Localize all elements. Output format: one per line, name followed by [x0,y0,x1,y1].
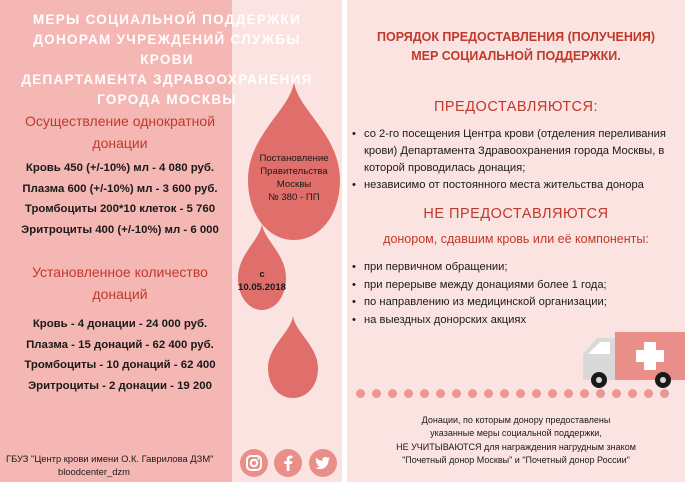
heading-line: донаций [92,286,148,302]
list-item: • на выездных донорских акциях [352,312,682,330]
instagram-icon[interactable] [240,449,268,477]
divider-dot [596,389,605,398]
provided-heading: ПРЕДОСТАВЛЯЮТСЯ: [433,99,599,115]
divider-dot [548,389,557,398]
organization-name: ГБУЗ "Центр крови имени О.К. Гаврилова ДЗМ" [6,453,214,464]
not-provided-list [352,259,682,329]
footnote-line: "Почетный донор Москвы" и "Почетный донор России" [402,454,630,465]
provided-list [352,126,682,194]
twitter-icon[interactable] [309,449,337,477]
effective-date [226,268,298,294]
left-title-line: ДОНОРАМ УЧРЕЖДЕНИЙ СЛУЖБЫ КРОВИ [33,32,301,67]
account-handle: bloodcenter_dzm [58,466,130,477]
rate-line: Тромбоциты 200*10 клеток - 5 760 [24,203,216,215]
footnote [352,414,680,467]
date-line: 10.05.2018 [237,282,286,293]
decree-text [248,152,340,204]
left-title-line: ДЕПАРТАМЕНТА ЗДРАВООХРАНЕНИЯ [21,72,313,87]
rate-line: Плазма - 15 донаций - 62 400 руб. [26,338,214,351]
divider-dot [436,389,445,398]
rate-line: Эритроциты - 2 донации - 19 200 [28,379,212,392]
divider-dot [660,389,669,398]
ambulance-icon [575,328,685,390]
list-item: • при перерыве между донациями более 1 года; [352,277,682,295]
divider-dot [500,389,509,398]
divider-dot [372,389,381,398]
divider-dot [580,389,589,398]
left-title-line: ГОРОДА МОСКВЫ [97,92,237,107]
divider-dot [612,389,621,398]
rate-line: Кровь 450 (+/-10%) мл - 4 080 руб. [25,162,215,174]
footnote-line: НЕ УЧИТЫВАЮТСЯ для награждения нагрудным знаком [396,441,636,452]
footnote-line: указанные меры социальной поддержки, [430,428,602,439]
divider-dot [564,389,573,398]
rate-line: Плазма 600 (+/-10%) мл - 3 600 руб. [22,182,218,195]
right-title [350,28,682,66]
divider-dot [356,389,365,398]
dotted-divider [356,389,676,399]
footnote-line: Донации, по которым донору предоставлены [421,415,611,425]
right-title-line: МЕР СОЦИАЛЬНОЙ ПОДДЕРЖКИ. [411,49,621,63]
list-item: • со 2-го посещения Центра крови (отделения переливания крови) Департамента Здравоохранения города Москвы, в которой проводилась донация; [352,126,682,177]
divider-dot [388,389,397,398]
left-title-line: МЕРЫ СОЦИАЛЬНОЙ ПОДДЕРЖКИ [32,12,302,27]
divider-dot [452,389,461,398]
divider-dot [404,389,413,398]
list-item: • независимо от постоянного места жительства донора [352,177,682,194]
organization-footer [6,452,213,478]
divider-dot [628,389,637,398]
not-provided-subheading: донором, сдавшим кровь или её компоненты: [383,232,649,246]
list-item: • при первичном обращении; [352,259,682,277]
divider-dot [644,389,653,398]
decree-line: Москвы [276,179,312,190]
decree-line: № 380 - ПП [268,192,320,203]
not-provided-heading: НЕ ПРЕДОСТАВЛЯЮТСЯ [423,206,609,222]
blood-drop-icon [268,316,318,398]
heading-line: Установленное количество [32,264,208,280]
date-line: с [259,269,265,280]
divider-dot [532,389,541,398]
rate-line: Эритроциты 400 (+/-10%) мл - 6 000 [21,223,219,236]
heading-line: Осуществление однократной [24,113,216,129]
facebook-icon[interactable] [274,449,302,477]
divider-dot [484,389,493,398]
list-item: • по направлению из медицинской организации; [352,294,682,312]
decree-line: Постановление [259,153,329,164]
divider-dot [468,389,477,398]
decree-line: Правительства [260,166,328,177]
divider-dot [420,389,429,398]
divider-dot [516,389,525,398]
rate-line: Кровь - 4 донации - 24 000 руб. [32,318,208,330]
rate-line: Тромбоциты - 10 донаций - 62 400 [24,359,216,371]
heading-line: донации [92,135,148,151]
right-title-line: ПОРЯДОК ПРЕДОСТАВЛЕНИЯ (ПОЛУЧЕНИЯ) [376,30,655,44]
